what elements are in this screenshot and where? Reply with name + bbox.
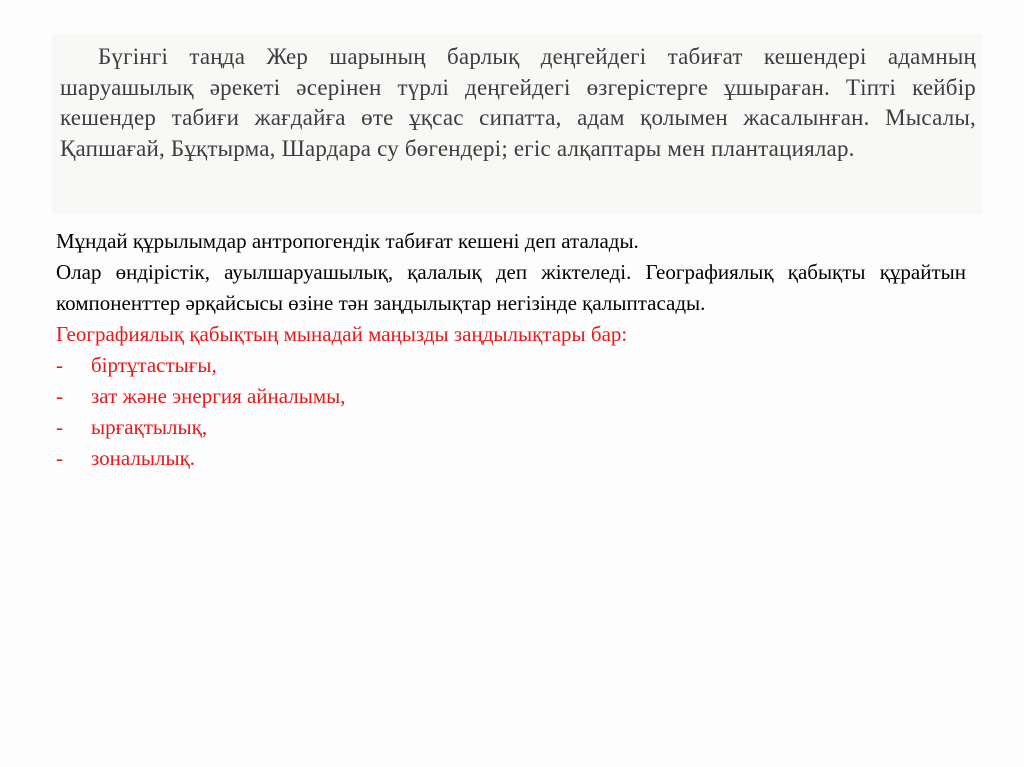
laws-list — [56, 350, 966, 474]
list-dash: - — [56, 353, 63, 377]
laws-heading: Географиялық қабықтың мынадай маңызды заңдылықтары бар: — [56, 322, 628, 346]
list-item-text: зат және энергия айналымы, — [91, 384, 346, 408]
intro-line: Мұндай құрылымдар антропогендік табиғат кешені деп аталады. — [56, 229, 639, 253]
list-item — [56, 443, 966, 474]
slide-body — [56, 226, 966, 474]
scanned-text-image — [52, 34, 982, 214]
list-item-text: ырғақтылық, — [91, 415, 208, 439]
scanned-paragraph: Бүгінгі таңда Жер шарының барлық деңгейдегі табиғат кешендері адамның шаруашылық әрекеті әсерінен түрлі деңгейдегі өзгерістерге ұшыраған. Тіпті кейбір кешендер табиғи жағдайға өте ұқсас сипатта, адам қолымен жасалынған. Мысалы, Қапшағай, Бұқтырма, Шардара су бөгендері; егіс алқаптары мен плантациялар. — [60, 44, 976, 161]
list-item — [56, 350, 966, 381]
classification-paragraph: Олар өндірістік, ауылшаруашылық, қалалық деп жіктеледі. Географиялық қабықты құрайтын компоненттер әрқайсысы өзіне тән заңдылықтар негізінде қалыптасады. — [56, 260, 966, 315]
list-dash: - — [56, 384, 63, 408]
list-item — [56, 381, 966, 412]
list-dash: - — [56, 415, 63, 439]
list-dash: - — [56, 446, 63, 470]
list-item — [56, 412, 966, 443]
list-item-text: біртұтастығы, — [91, 353, 217, 377]
list-item-text: зоналылық. — [91, 446, 196, 470]
